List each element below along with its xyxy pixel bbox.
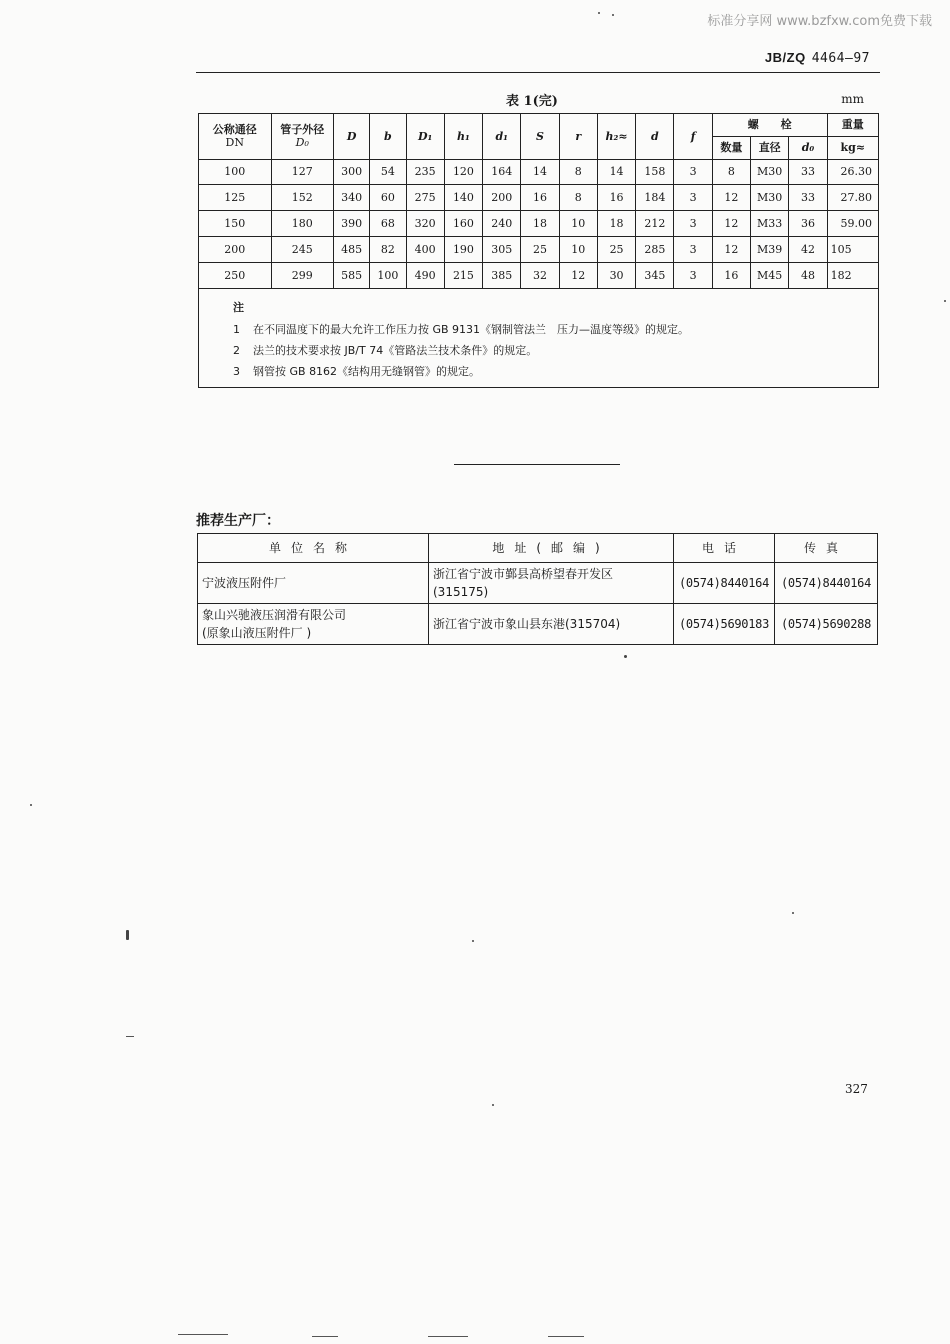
cell-h1: 190 [444,237,482,263]
manufacturers-title: 推荐生产厂： [196,513,280,529]
cell-r: 8 [559,159,597,185]
header-h2: h₂≈ [597,114,635,160]
table-caption: 表 1(完) [506,94,558,109]
cell-f: 3 [674,185,712,211]
cell-f: 3 [674,211,712,237]
note-item [233,321,689,337]
scan-speck [472,940,474,942]
header-address: 地址(邮编) [429,534,674,563]
header-unit-name: 单位名称 [198,534,429,563]
cell-bolt-dia: M30 [751,159,789,185]
address-line: (315175) [433,585,489,599]
scan-speck [792,912,794,914]
header-S: S [521,114,559,160]
manufacturer-name-line: 宁波液压附件厂 [202,576,287,590]
cell-weight: 26.30 [827,159,878,185]
cell-bolt-d0: 48 [789,263,827,289]
cell-d1: 240 [483,211,521,237]
header-bolt-qty: 数量 [712,136,750,159]
table-row [199,263,879,289]
header-d: d [636,114,674,160]
manufacturer-row [198,604,878,645]
header-phone: 电话 [674,534,775,563]
header-bolt: 螺 栓 [712,114,827,137]
manufacturer-fax: (0574)8440164 [775,563,878,604]
header-D1: D₁ [406,114,444,160]
section-end-rule [454,464,620,465]
cell-S: 18 [521,211,559,237]
cell-bolt-qty: 12 [712,237,750,263]
cell-S: 16 [521,185,559,211]
standard-code-prefix: JB/ZQ [764,50,806,65]
cell-bolt-dia: M39 [751,237,789,263]
table-header-row [199,114,879,137]
cell-h2: 14 [597,159,635,185]
scan-dash [178,1334,228,1335]
manufacturer-name-line: (原象山液压附件厂 ) [202,626,312,640]
header-r: r [559,114,597,160]
scan-speck [30,804,32,806]
cell-d1: 200 [483,185,521,211]
flange-dimension-table [198,113,879,289]
table-row [199,159,879,185]
header-D: D [333,114,369,160]
cell-b: 82 [370,237,406,263]
table-notes [198,288,879,388]
cell-b: 100 [370,263,406,289]
scan-dash [548,1336,584,1337]
scan-speck [126,930,129,940]
manufacturer-name [198,563,429,604]
cell-D1: 490 [406,263,444,289]
cell-weight: 59.00 [827,211,878,237]
cell-bolt-dia: M30 [751,185,789,211]
watermark: 标准分享网 www.bzfxw.com免费下载 [707,14,932,29]
standard-number: 4464—97 [811,51,870,66]
cell-h2: 25 [597,237,635,263]
scan-speck [624,655,627,658]
cell-bolt-qty: 16 [712,263,750,289]
header-bolt-dia: 直径 [751,136,789,159]
header-rule [196,72,880,73]
address-line: 浙江省宁波市鄞县高桥望春开发区 [433,567,614,581]
cell-r: 12 [559,263,597,289]
cell-weight: 27.80 [827,185,878,211]
cell-bolt-d0: 42 [789,237,827,263]
note-item [233,363,480,379]
scan-speck [598,12,600,14]
header-d0-label: 管子外径 [280,123,325,137]
cell-d: 158 [636,159,674,185]
header-b: b [370,114,406,160]
header-d1: d₁ [483,114,521,160]
cell-h2: 16 [597,185,635,211]
cell-d0: 299 [271,263,333,289]
header-d0 [271,114,333,160]
cell-r: 10 [559,237,597,263]
cell-bolt-d0: 33 [789,185,827,211]
cell-D: 485 [333,237,369,263]
header-d0-symbol: D₀ [295,136,309,150]
cell-D1: 235 [406,159,444,185]
cell-bolt-qty: 8 [712,159,750,185]
cell-bolt-d0: 36 [789,211,827,237]
manufacturer-phone: (0574)5690183 [674,604,775,645]
header-dn-label: 公称通径 [212,123,257,137]
cell-weight: 105 [827,237,878,263]
notes-title: 注 [233,301,244,314]
manufacturer-fax: (0574)5690288 [775,604,878,645]
cell-d1: 164 [483,159,521,185]
scan-dash [312,1336,338,1337]
cell-d: 345 [636,263,674,289]
note-text: 钢管按 GB 8162《结构用无缝钢管》的规定。 [253,365,481,378]
manufacturer-row [198,563,878,604]
header-bolt-d0: d₀ [789,136,827,159]
cell-r: 10 [559,211,597,237]
cell-D: 300 [333,159,369,185]
cell-d0: 127 [271,159,333,185]
manufacturer-name [198,604,429,645]
cell-bolt-dia: M45 [751,263,789,289]
cell-S: 25 [521,237,559,263]
cell-D1: 275 [406,185,444,211]
note-text: 法兰的技术要求按 JB/T 74《管路法兰技术条件》的规定。 [253,344,538,357]
cell-b: 54 [370,159,406,185]
scan-dash [428,1336,468,1337]
manufacturers-table [197,533,878,645]
manufacturers-header-row [198,534,878,563]
header-fax: 传真 [775,534,878,563]
manufacturer-phone: (0574)8440164 [674,563,775,604]
cell-d0: 245 [271,237,333,263]
header-weight: 重量 [827,114,878,137]
header-h1: h₁ [444,114,482,160]
cell-f: 3 [674,263,712,289]
table-row [199,237,879,263]
cell-h1: 120 [444,159,482,185]
cell-h1: 140 [444,185,482,211]
cell-d: 184 [636,185,674,211]
note-number: 1 [233,323,240,336]
header-dn [199,114,272,160]
manufacturer-name-line: 象山兴驰液压润滑有限公司 [202,608,347,622]
cell-dn: 150 [199,211,272,237]
cell-d: 285 [636,237,674,263]
header-dn-symbol: DN [225,136,244,150]
standard-code [765,50,870,66]
scan-dash [126,1036,134,1037]
cell-dn: 250 [199,263,272,289]
table-row [199,211,879,237]
manufacturer-address: 浙江省宁波市象山县东港(315704) [429,604,674,645]
scan-speck [944,300,946,302]
note-number: 2 [233,344,240,357]
note-text: 在不同温度下的最大允许工作压力按 GB 9131《钢制管法兰 压力—温度等级》的规定。 [253,323,690,336]
header-weight-unit: kg≈ [827,136,878,159]
cell-d1: 385 [483,263,521,289]
cell-bolt-qty: 12 [712,211,750,237]
cell-weight: 182 [827,263,878,289]
cell-h1: 160 [444,211,482,237]
manufacturer-address [429,563,674,604]
scan-speck [492,1104,494,1106]
cell-dn: 200 [199,237,272,263]
cell-h2: 30 [597,263,635,289]
cell-bolt-qty: 12 [712,185,750,211]
cell-d0: 152 [271,185,333,211]
note-item [233,342,537,358]
cell-D1: 320 [406,211,444,237]
cell-S: 32 [521,263,559,289]
page-number: 327 [845,1082,868,1096]
cell-bolt-dia: M33 [751,211,789,237]
cell-d1: 305 [483,237,521,263]
note-number: 3 [233,365,240,378]
cell-D: 585 [333,263,369,289]
cell-D: 390 [333,211,369,237]
cell-b: 60 [370,185,406,211]
cell-r: 8 [559,185,597,211]
cell-h2: 18 [597,211,635,237]
scan-speck [612,14,614,16]
cell-dn: 125 [199,185,272,211]
header-f: f [674,114,712,160]
cell-h1: 215 [444,263,482,289]
cell-S: 14 [521,159,559,185]
table-row [199,185,879,211]
cell-bolt-d0: 33 [789,159,827,185]
cell-f: 3 [674,159,712,185]
cell-d0: 180 [271,211,333,237]
cell-d: 212 [636,211,674,237]
cell-b: 68 [370,211,406,237]
cell-D: 340 [333,185,369,211]
cell-D1: 400 [406,237,444,263]
cell-dn: 100 [199,159,272,185]
cell-f: 3 [674,237,712,263]
table-unit: mm [841,92,864,106]
